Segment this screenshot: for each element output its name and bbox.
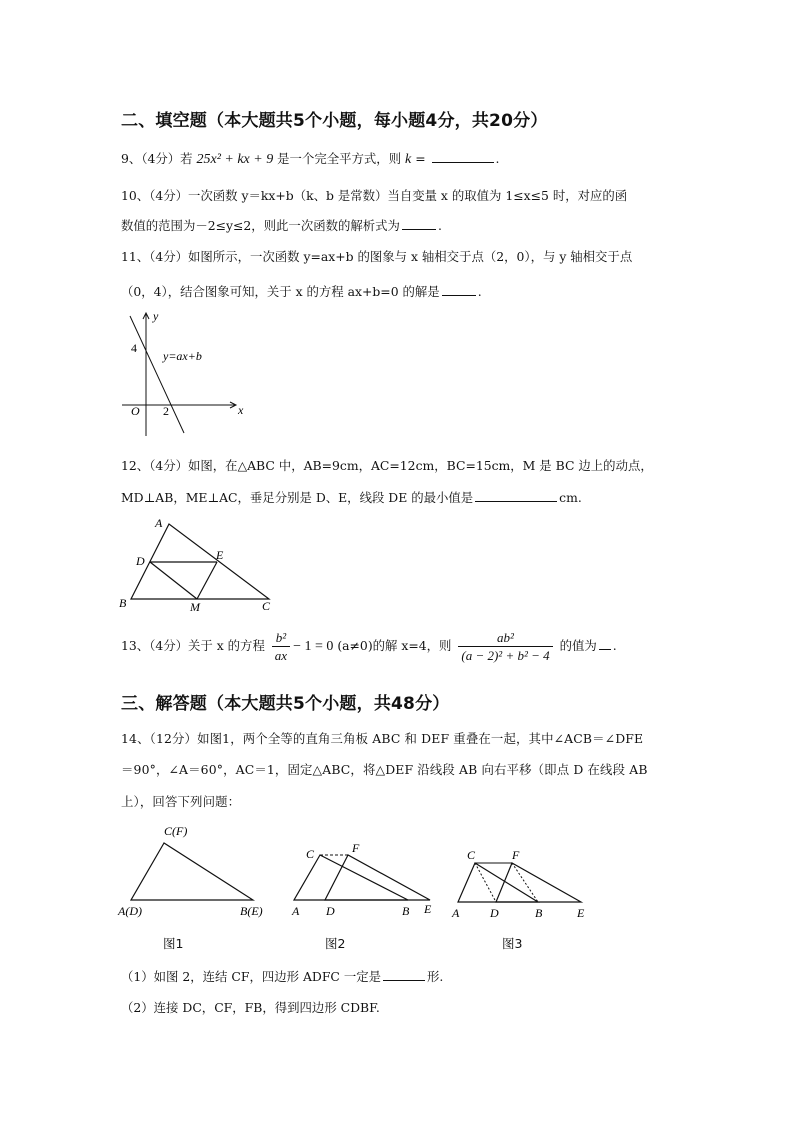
q9-eq: =	[411, 151, 430, 166]
fig2-triangle-def	[325, 855, 430, 900]
question-12-line2	[121, 489, 582, 506]
fig2-label-a: A	[292, 904, 300, 918]
origin-label: O	[131, 404, 140, 418]
q12-triangle-figure	[115, 514, 285, 614]
q11-text: （0，4），结合图象可知，关于 x 的方程 ax+b=0 的解是	[121, 284, 440, 299]
fig1-label-left: A(D)	[118, 904, 142, 918]
question-13	[121, 630, 617, 663]
question-10-line2	[121, 217, 442, 234]
question-10-line1: 10、（4分）一次函数 y＝kx+b（k、b 是常数）当自变量 x 的取值为 1≤x≤5 时，对应的函	[121, 188, 628, 203]
question-12-line1: 12、（4分）如图，在△ABC 中，AB=9cm，AC=12cm，BC=15cm，M 是 BC 边上的动点，	[121, 458, 653, 473]
q13-frac-denominator: (a − 2)² + b² − 4	[461, 648, 550, 663]
fig2-label-b: B	[402, 904, 410, 918]
fig1-caption: 图1	[163, 936, 184, 951]
q13-eq-denominator: ax	[274, 648, 288, 663]
q14-figure-2	[288, 836, 448, 926]
fig1-triangle	[131, 843, 253, 900]
q13-target-fraction	[458, 630, 552, 663]
y-axis-label: y	[153, 309, 159, 323]
q14-figure-3	[446, 838, 596, 928]
q9-answer-blank[interactable]	[432, 150, 494, 163]
q14-part1-answer-blank[interactable]	[383, 968, 425, 981]
q9-end: .	[495, 151, 500, 166]
x-tick-label: 2	[163, 404, 169, 418]
question-14-line3: 上），回答下列问题：	[121, 794, 241, 809]
label-m: M	[190, 600, 200, 614]
fig2-label-e: E	[424, 902, 432, 916]
fig2-triangle-abc	[294, 855, 408, 900]
fig2-label-f: F	[352, 841, 360, 855]
fig3-label-a: A	[452, 906, 460, 920]
fig2-caption: 图2	[325, 936, 346, 951]
q12-text: MD⊥AB，ME⊥AC，垂足分别是 D、E，线段 DE 的最小值是	[121, 490, 474, 505]
q11-answer-blank[interactable]	[442, 283, 476, 296]
q13-frac-numerator: ab²	[458, 630, 552, 647]
label-a: A	[155, 516, 163, 530]
q12-answer-blank[interactable]	[475, 489, 557, 502]
q9-middle: 是一个完全平方式，则	[277, 151, 402, 166]
q13-end: 的值为	[559, 638, 597, 653]
q14-figure-1	[116, 818, 276, 923]
q9-var: k	[405, 152, 412, 167]
label-c: C	[262, 599, 271, 613]
q10-answer-blank[interactable]	[402, 217, 436, 230]
question-14-line2: ＝90°，∠A＝60°，AC＝1，固定△ABC，将△DEF 沿线段 AB 向右平移（即点 D 在线段 AB	[121, 762, 648, 777]
q14-part1-end: 形.	[427, 969, 444, 984]
y-tick-label: 4	[131, 341, 137, 355]
fig3-label-c: C	[467, 848, 476, 862]
fig3-label-e: E	[577, 906, 585, 920]
label-e: E	[216, 548, 224, 562]
q12-end: cm.	[559, 490, 582, 505]
label-b: B	[119, 596, 127, 610]
fig3-label-b: B	[535, 906, 543, 920]
q9-expression: 25x² + kx + 9	[196, 152, 274, 167]
question-9	[121, 150, 499, 168]
q13-eq-numerator: b²	[272, 630, 290, 647]
line-equation-label: y=ax+b	[163, 349, 202, 363]
fig1-label-top: C(F)	[164, 824, 188, 838]
q13-condition: (a≠0)的解 x=4，则	[337, 638, 452, 653]
section-heading-solutions: 三、解答题（本大题共5个小题，共48分）	[121, 694, 450, 714]
fig3-triangle-def	[496, 863, 581, 902]
segment-me	[197, 562, 217, 599]
q13-equation-fraction	[272, 630, 290, 663]
q13-end2: .	[612, 638, 617, 653]
fig2-label-c: C	[306, 847, 315, 861]
q13-prefix: 13、（4分）关于 x 的方程	[121, 638, 265, 653]
q13-answer-blank[interactable]	[599, 637, 611, 650]
fig1-label-right: B(E)	[240, 904, 263, 918]
q14-part1-text: （1）如图 2，连结 CF，四边形 ADFC 一定是	[121, 969, 382, 984]
q11-graph-figure	[118, 308, 253, 443]
fig3-label-f: F	[512, 848, 520, 862]
q10-text: 数值的范围为－2≤y≤2，则此一次函数的解析式为	[121, 218, 400, 233]
fig3-label-d: D	[490, 906, 499, 920]
section-heading-fill-in: 二、填空题（本大题共5个小题，每小题4分，共20分）	[121, 111, 548, 131]
question-11-line1: 11、（4分）如图所示，一次函数 y=ax+b 的图象与 x 轴相交于点（2，0），与 y 轴相交于点	[121, 249, 633, 264]
fig2-label-d: D	[326, 904, 335, 918]
q10-end: .	[437, 218, 442, 233]
question-14-part1	[121, 968, 443, 985]
fig3-caption: 图3	[502, 936, 523, 951]
segment-md	[150, 562, 197, 599]
question-11-line2	[121, 283, 482, 300]
q13-eq-rest: − 1 = 0	[293, 639, 334, 654]
q11-end: .	[477, 284, 482, 299]
x-axis-label: x	[238, 403, 244, 417]
question-14-part2: （2）连接 DC，CF，FB，得到四边形 CDBF.	[121, 1000, 380, 1015]
question-14-line1: 14、（12分）如图1，两个全等的直角三角板 ABC 和 DEF 重叠在一起，其中∠ACB＝∠DFE	[121, 731, 644, 746]
fig3-segment-fb	[512, 863, 538, 902]
q9-prefix: 9、（4分）若	[121, 151, 193, 166]
label-d: D	[136, 554, 145, 568]
